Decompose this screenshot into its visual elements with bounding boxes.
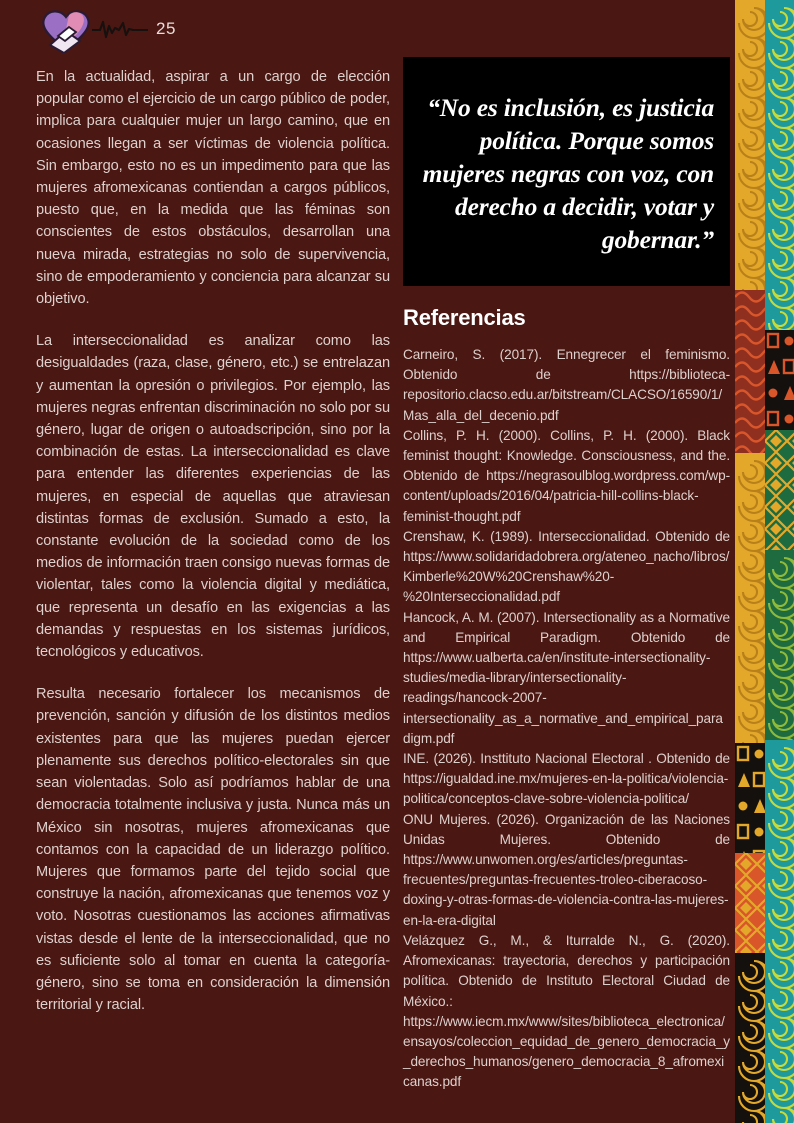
pattern-column-left: [735, 0, 765, 1123]
pattern-tile-glyph: [735, 743, 765, 853]
article-paragraph: En la actualidad, aspirar a un cargo de elección popular como el ejercicio de un cargo público de poder, implica para cualquier mujer un largo camino, que en ocasiones llegan a ser víctimas de violencia política. Sin embargo, esto no es un impedimento para que las mujeres afromexicanas contiendan a cargos públicos, puesto que, en la medida que las féminas son conscientes de estos obstáculos, desarrollan una nueva mirada, estrategias no solo de supervivencia, sino de empoderamiento y conciencia para alcanzar su objetivo.: [36, 69, 390, 308]
pattern-column-right: [765, 0, 794, 1123]
reference-item: Crenshaw, K. (1989). Interseccionalidad. Obtenido de https://www.solidaridadobrera.org/ateneo_nacho/libros/Kimberle%20W%20Crenshaw%20-%20Interseccionalidad.pdf: [403, 528, 730, 605]
pattern-tile-wave: [735, 290, 765, 453]
pattern-tile-spiral: [765, 740, 794, 1123]
reference-item: INE. (2026). Insttituto Nacional Electoral . Obtenido de https://igualdad.ine.mx/mujeres-en-la-politica/violencia-politica/conceptos-clave-sobre-violencia-politica/: [403, 751, 730, 807]
heart-ballot-logo: [36, 5, 96, 53]
reference-item: Hancock, A. M. (2007). Intersectionality as a Normative and Empirical Paradigm. Obtenido de https://www.ualberta.ca/en/institute-intersectionality-studies/media-library/intersectionality-readings/hancock-2007-intersectionality_as_a_normative_and_empirical_paradigm.pdf: [403, 609, 730, 746]
article-paragraph: Resulta necesario fortalecer los mecanismos de prevención, sanción y difusión de los distintos medios existentes para que las mujeres puedan ejercer plenamente sus derechos político-electorales sin que sean violentadas. Solo así podríamos hablar de una democracia totalmente inclusiva y justa. Nunca más un México sin nosotras, mujeres afromexicanas que contamos con la capacidad de un liderazgo político. Mujeres que formamos parte del tejido social que construye la nación, afromexicanas que tenemos voz y voto. Nosotras cuestionamos las acciones afirmativas vistas desde el lente de la interseccionalidad, que no es suficiente solo al tomar en cuenta la categoría-género, sino se toma en consideración la dimensión territorial y racial.: [36, 686, 390, 1014]
reference-item: ONU Mujeres. (2026). Organización de las Naciones Unidas Mujeres. Obtenido de https://www.unwomen.org/es/articles/preguntas-frecuentes/preguntas-frecuentes-troleo-ciberacoso-doxing-y-otras-formas-de-violencia-contra-las-mujeres-en-la-era-digital: [403, 811, 730, 928]
reference-item: Collins, P. H. (2000). Collins, P. H. (2000). Black feminist thought: Knowledge. Consciousness, and the. Obtenido de https://negrasoulblog.wordpress.com/wp-content/uploads/2016/04/patricia-hill-collins-black-feminist-thought.pdf: [403, 427, 730, 524]
pattern-tile-spiral: [735, 953, 765, 1123]
pattern-tile-spiral: [765, 0, 794, 330]
reference-item: Carneiro, S. (2017). Ennegrecer el feminismo. Obtenido de https://biblioteca-repositorio.clacso.edu.ar/bitstream/CLACSO/16590/1/Mas_alla_del_decenio.pdf: [403, 347, 730, 423]
left-text-column: [36, 66, 390, 1016]
pattern-tile-diamond: [765, 430, 794, 550]
references-list: [403, 345, 730, 1093]
pattern-tile-spiral: [765, 550, 794, 740]
heartbeat-line: [92, 17, 148, 41]
reference-item: Velázquez G., M., & Iturralde N., G. (2020). Afromexicanas: trayectoria, derechos y participación política. Obtenido de Instituto Electoral Ciudad de México.: https://www.iecm.mx/www/sites/biblioteca_electronica/ensayos/coleccion_equidad_de_genero_democracia_y_derechos_humanos/genero_democracia_8_afromexicanas.pdf: [403, 932, 730, 1090]
pattern-tile-spiral: [735, 0, 765, 290]
page-header: [36, 4, 176, 54]
article-paragraph: La interseccionalidad es analizar como las desigualdades (raza, clase, género, etc.) se entrelazan y aumentan la opresión o privilegios. Por ejemplo, las mujeres negras enfrentan discriminación no solo por su género, lugar de origen o autoadscripción, sino por la combinación de estas. La interseccionalidad es clave para entender las diferentes experiencias de las mujeres, en especial de aquellas que atraviesan distintas formas de exclusión. Sumado a esto, la constante evolución de la sociedad como de los medios de información traen consigo nuevas formas de violentar, tales como la violencia digital y mediática, que representa un desafío en las exigencias a las demandas y respuestas en los sistemas jurídicos, tecnológicos y educativos.: [36, 333, 390, 661]
pattern-tile-spiral: [735, 453, 765, 743]
pull-quote-text: “No es inclusión, es justicia política. Porque somos mujeres negras con voz, con derecho a decidir, votar y gobernar.”: [422, 93, 714, 254]
pull-quote-box: [403, 57, 730, 286]
references-heading: Referencias: [403, 305, 526, 330]
page-number: 25: [156, 19, 176, 38]
pattern-tile-diamond: [735, 853, 765, 953]
right-column: [403, 57, 730, 1093]
pattern-tile-glyph: [765, 330, 794, 430]
african-pattern-border: [735, 0, 794, 1123]
